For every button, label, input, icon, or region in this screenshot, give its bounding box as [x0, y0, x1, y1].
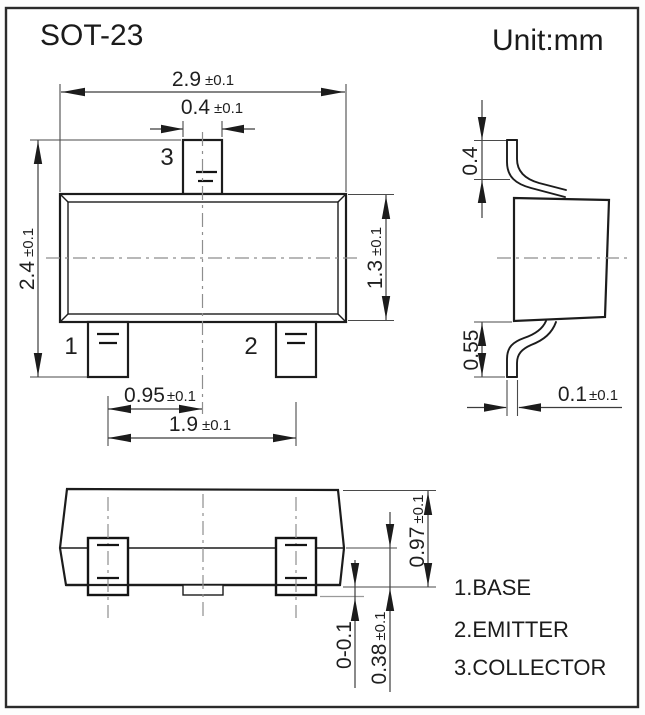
pin3-label: 3 [160, 144, 174, 171]
body-profile [514, 198, 609, 321]
dim-label: 0.97±0.1 [406, 494, 429, 568]
dim-label: 0.4 ±0.1 [180, 96, 244, 119]
dim-label: 2.4±0.1 [16, 227, 39, 291]
dim-label: 2.9 ±0.1 [171, 68, 235, 91]
dim-label: 0.4 [459, 146, 482, 176]
dim-label: 0.1 ±0.1 [557, 383, 619, 406]
unit-label: Unit:mm [492, 24, 604, 57]
legend-pin3: 3.COLLECTOR [454, 655, 607, 680]
dim-label: 0.55 [460, 329, 483, 371]
dim-label: 1.9 ±0.1 [168, 413, 232, 436]
dim-label: 0.95 ±0.1 [124, 384, 196, 407]
package-title: SOT-23 [40, 19, 144, 52]
dim-label: 0.38±0.1 [368, 611, 391, 685]
pin1-label: 1 [64, 333, 78, 360]
pin1-lead [88, 322, 128, 377]
legend-pin2: 2.EMITTER [454, 617, 569, 642]
dim-label: 0-0.1 [333, 621, 356, 669]
pin2-label: 2 [244, 333, 258, 360]
legend-pin1: 1.BASE [454, 575, 532, 600]
dim-label: 1.3±0.1 [364, 226, 387, 290]
pin2-lead [276, 322, 316, 377]
